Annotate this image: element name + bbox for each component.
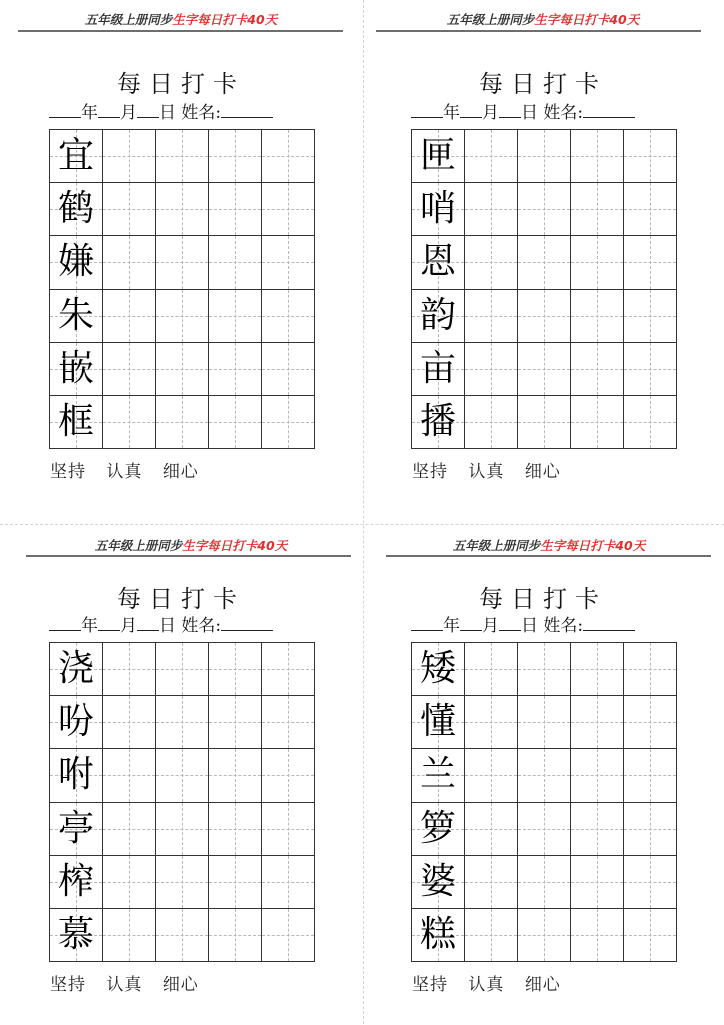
writing-grid bbox=[411, 642, 677, 962]
grid-cell[interactable] bbox=[518, 803, 571, 856]
name-label: 姓名: bbox=[181, 103, 222, 123]
grid-cell[interactable] bbox=[262, 856, 315, 909]
header-prefix: 五年级上册同步 bbox=[94, 538, 183, 553]
grid-cell[interactable] bbox=[262, 130, 315, 183]
grid-cell[interactable] bbox=[103, 183, 156, 236]
day-label: 日 bbox=[159, 103, 176, 123]
name-label: 姓名: bbox=[181, 616, 222, 636]
worksheet-panel-top-left bbox=[0, 0, 362, 512]
model-character: 亭 bbox=[57, 807, 94, 849]
grid-cell-char bbox=[412, 909, 465, 962]
footer-item-careful: 细心 bbox=[162, 462, 199, 482]
grid-cell[interactable] bbox=[209, 396, 262, 449]
grid-cell[interactable] bbox=[624, 183, 677, 236]
date-name-line bbox=[411, 611, 635, 636]
date-name-line bbox=[49, 611, 273, 636]
header-highlight: 生字每日打卡40天 bbox=[172, 12, 278, 27]
grid-cell[interactable] bbox=[465, 290, 518, 343]
footer-item-earnest: 认真 bbox=[106, 462, 143, 482]
year-label: 年 bbox=[443, 616, 460, 636]
grid-cell-char bbox=[50, 643, 103, 696]
grid-cell[interactable] bbox=[156, 696, 209, 749]
model-character: 韵 bbox=[419, 294, 456, 336]
footer-item-careful: 细心 bbox=[524, 975, 561, 995]
header-rule bbox=[26, 555, 351, 557]
grid-cell[interactable] bbox=[103, 909, 156, 962]
grid-cell[interactable] bbox=[624, 290, 677, 343]
grid-cell[interactable] bbox=[103, 290, 156, 343]
model-character: 亩 bbox=[419, 347, 456, 389]
worksheet-panel-bottom-right bbox=[362, 513, 724, 1025]
grid-cell[interactable] bbox=[103, 343, 156, 396]
grid-cell[interactable] bbox=[518, 396, 571, 449]
header-rule bbox=[376, 30, 701, 32]
panel-title: 每日打卡 bbox=[117, 585, 245, 613]
footer-item-careful: 细心 bbox=[162, 975, 199, 995]
header-highlight: 生字每日打卡40天 bbox=[182, 538, 288, 553]
grid-cell-char bbox=[412, 749, 465, 802]
panel-title: 每日打卡 bbox=[479, 70, 607, 98]
model-character: 吩 bbox=[57, 701, 94, 743]
footer-item-persist: 坚持 bbox=[50, 975, 86, 995]
footer-item-earnest: 认真 bbox=[106, 975, 143, 995]
panel-header bbox=[368, 536, 724, 554]
grid-cell-char bbox=[50, 696, 103, 749]
year-label: 年 bbox=[81, 103, 98, 123]
model-character: 榨 bbox=[57, 860, 94, 902]
grid-cell[interactable] bbox=[518, 183, 571, 236]
grid-cell[interactable] bbox=[209, 130, 262, 183]
panel-header bbox=[0, 10, 362, 28]
year-blank[interactable] bbox=[49, 101, 81, 118]
panel-title: 每日打卡 bbox=[117, 70, 245, 98]
panel-footer bbox=[412, 970, 561, 995]
grid-cell[interactable] bbox=[209, 643, 262, 696]
grid-cell-char bbox=[50, 236, 103, 289]
header-highlight: 生字每日打卡40天 bbox=[540, 538, 646, 553]
grid-cell[interactable] bbox=[465, 130, 518, 183]
grid-cell[interactable] bbox=[465, 396, 518, 449]
header-prefix: 五年级上册同步 bbox=[84, 12, 173, 27]
grid-cell[interactable] bbox=[518, 749, 571, 802]
grid-cell[interactable] bbox=[465, 856, 518, 909]
footer-item-careful: 细心 bbox=[524, 462, 561, 482]
grid-cell[interactable] bbox=[465, 749, 518, 802]
grid-cell[interactable] bbox=[571, 130, 624, 183]
grid-cell[interactable] bbox=[571, 396, 624, 449]
grid-cell[interactable] bbox=[156, 803, 209, 856]
panel-footer bbox=[412, 457, 561, 482]
model-character: 嵌 bbox=[57, 347, 94, 389]
grid-cell[interactable] bbox=[624, 236, 677, 289]
grid-cell[interactable] bbox=[156, 749, 209, 802]
day-blank[interactable] bbox=[137, 614, 159, 631]
grid-cell-char bbox=[50, 396, 103, 449]
header-rule bbox=[18, 30, 343, 32]
grid-cell[interactable] bbox=[518, 856, 571, 909]
grid-cell[interactable] bbox=[465, 803, 518, 856]
grid-cell-char bbox=[50, 803, 103, 856]
grid-cell[interactable] bbox=[465, 909, 518, 962]
day-label: 日 bbox=[521, 103, 538, 123]
grid-cell[interactable] bbox=[103, 236, 156, 289]
grid-cell[interactable] bbox=[465, 643, 518, 696]
grid-cell-char bbox=[412, 396, 465, 449]
name-blank[interactable] bbox=[221, 614, 273, 631]
name-blank[interactable] bbox=[583, 101, 635, 118]
model-character: 兰 bbox=[419, 754, 456, 796]
day-blank[interactable] bbox=[499, 101, 521, 118]
grid-cell[interactable] bbox=[156, 396, 209, 449]
name-blank[interactable] bbox=[221, 101, 273, 118]
grid-cell[interactable] bbox=[103, 749, 156, 802]
grid-cell[interactable] bbox=[262, 909, 315, 962]
grid-cell-char bbox=[50, 290, 103, 343]
model-character: 箩 bbox=[419, 807, 456, 849]
grid-cell[interactable] bbox=[209, 236, 262, 289]
grid-cell[interactable] bbox=[209, 803, 262, 856]
month-blank[interactable] bbox=[98, 614, 120, 631]
writing-grid bbox=[411, 129, 677, 449]
grid-cell-char bbox=[412, 130, 465, 183]
footer-item-earnest: 认真 bbox=[468, 462, 505, 482]
grid-cell-char bbox=[50, 130, 103, 183]
grid-cell[interactable] bbox=[624, 643, 677, 696]
model-character: 宜 bbox=[57, 135, 94, 177]
worksheet-panel-top-right bbox=[362, 0, 724, 512]
year-blank[interactable] bbox=[411, 614, 443, 631]
grid-cell[interactable] bbox=[571, 290, 624, 343]
panel-title: 每日打卡 bbox=[479, 585, 607, 613]
worksheet-panel-bottom-left bbox=[0, 513, 362, 1025]
grid-cell[interactable] bbox=[262, 803, 315, 856]
grid-cell-char bbox=[412, 803, 465, 856]
grid-cell[interactable] bbox=[518, 130, 571, 183]
grid-cell[interactable] bbox=[262, 290, 315, 343]
panel-header bbox=[10, 536, 372, 554]
model-character: 恩 bbox=[419, 241, 456, 283]
grid-cell-char bbox=[50, 749, 103, 802]
grid-cell[interactable] bbox=[156, 183, 209, 236]
model-character: 慕 bbox=[57, 913, 94, 955]
grid-cell[interactable] bbox=[465, 696, 518, 749]
footer-item-earnest: 认真 bbox=[468, 975, 505, 995]
date-name-line bbox=[411, 98, 635, 123]
header-highlight: 生字每日打卡40天 bbox=[534, 12, 640, 27]
grid-cell[interactable] bbox=[262, 396, 315, 449]
month-label: 月 bbox=[120, 103, 137, 123]
panel-footer bbox=[50, 457, 199, 482]
grid-cell[interactable] bbox=[156, 130, 209, 183]
grid-cell[interactable] bbox=[103, 803, 156, 856]
grid-cell-char bbox=[412, 343, 465, 396]
grid-cell[interactable] bbox=[156, 643, 209, 696]
day-blank[interactable] bbox=[499, 614, 521, 631]
grid-cell[interactable] bbox=[262, 749, 315, 802]
month-blank[interactable] bbox=[98, 101, 120, 118]
model-character: 匣 bbox=[419, 135, 456, 177]
panel-header bbox=[362, 10, 724, 28]
grid-cell[interactable] bbox=[624, 130, 677, 183]
grid-cell-char bbox=[412, 696, 465, 749]
grid-cell[interactable] bbox=[262, 643, 315, 696]
grid-cell[interactable] bbox=[624, 749, 677, 802]
date-name-line bbox=[49, 98, 273, 123]
year-label: 年 bbox=[443, 103, 460, 123]
grid-cell[interactable] bbox=[103, 856, 156, 909]
grid-cell-char bbox=[412, 856, 465, 909]
grid-cell[interactable] bbox=[262, 236, 315, 289]
grid-cell-char bbox=[50, 183, 103, 236]
grid-cell[interactable] bbox=[624, 396, 677, 449]
year-blank[interactable] bbox=[411, 101, 443, 118]
grid-cell[interactable] bbox=[518, 696, 571, 749]
year-label: 年 bbox=[81, 616, 98, 636]
grid-cell[interactable] bbox=[209, 343, 262, 396]
grid-cell[interactable] bbox=[209, 856, 262, 909]
grid-cell[interactable] bbox=[103, 696, 156, 749]
grid-cell[interactable] bbox=[571, 343, 624, 396]
model-character: 朱 bbox=[57, 294, 94, 336]
grid-cell[interactable] bbox=[571, 696, 624, 749]
model-character: 懂 bbox=[419, 701, 456, 743]
day-label: 日 bbox=[521, 616, 538, 636]
grid-cell[interactable] bbox=[624, 856, 677, 909]
grid-cell[interactable] bbox=[156, 909, 209, 962]
grid-cell-char bbox=[412, 183, 465, 236]
grid-cell-char bbox=[412, 643, 465, 696]
grid-cell[interactable] bbox=[624, 696, 677, 749]
grid-cell[interactable] bbox=[571, 909, 624, 962]
grid-cell-char bbox=[50, 909, 103, 962]
grid-cell[interactable] bbox=[571, 856, 624, 909]
grid-cell-char bbox=[50, 343, 103, 396]
model-character: 播 bbox=[419, 400, 456, 442]
model-character: 糕 bbox=[419, 913, 456, 955]
day-label: 日 bbox=[159, 616, 176, 636]
month-label: 月 bbox=[120, 616, 137, 636]
header-rule bbox=[386, 555, 711, 557]
name-blank[interactable] bbox=[583, 614, 635, 631]
grid-cell[interactable] bbox=[571, 183, 624, 236]
grid-cell[interactable] bbox=[465, 343, 518, 396]
month-label: 月 bbox=[482, 616, 499, 636]
grid-cell[interactable] bbox=[262, 696, 315, 749]
header-prefix: 五年级上册同步 bbox=[446, 12, 535, 27]
grid-cell[interactable] bbox=[103, 130, 156, 183]
name-label: 姓名: bbox=[543, 616, 584, 636]
model-character: 婆 bbox=[419, 860, 456, 902]
grid-cell-char bbox=[412, 236, 465, 289]
grid-cell[interactable] bbox=[571, 236, 624, 289]
grid-cell-char bbox=[50, 856, 103, 909]
header-prefix: 五年级上册同步 bbox=[452, 538, 541, 553]
month-blank[interactable] bbox=[460, 101, 482, 118]
grid-cell[interactable] bbox=[518, 343, 571, 396]
month-label: 月 bbox=[482, 103, 499, 123]
grid-cell[interactable] bbox=[103, 396, 156, 449]
grid-cell[interactable] bbox=[262, 183, 315, 236]
grid-cell-char bbox=[412, 290, 465, 343]
grid-cell[interactable] bbox=[103, 643, 156, 696]
grid-cell[interactable] bbox=[262, 343, 315, 396]
grid-cell[interactable] bbox=[209, 183, 262, 236]
grid-cell[interactable] bbox=[571, 643, 624, 696]
grid-cell[interactable] bbox=[156, 236, 209, 289]
grid-cell[interactable] bbox=[518, 643, 571, 696]
name-label: 姓名: bbox=[543, 103, 584, 123]
grid-cell[interactable] bbox=[518, 909, 571, 962]
footer-item-persist: 坚持 bbox=[412, 975, 448, 995]
grid-cell[interactable] bbox=[465, 183, 518, 236]
grid-cell[interactable] bbox=[518, 290, 571, 343]
model-character: 嫌 bbox=[57, 241, 94, 283]
month-blank[interactable] bbox=[460, 614, 482, 631]
model-character: 咐 bbox=[57, 754, 94, 796]
model-character: 浇 bbox=[57, 648, 94, 690]
grid-cell[interactable] bbox=[156, 856, 209, 909]
grid-cell[interactable] bbox=[209, 290, 262, 343]
model-character: 框 bbox=[57, 400, 94, 442]
grid-cell[interactable] bbox=[624, 909, 677, 962]
footer-item-persist: 坚持 bbox=[412, 462, 448, 482]
grid-cell[interactable] bbox=[571, 803, 624, 856]
model-character: 鹤 bbox=[57, 188, 94, 230]
model-character: 哨 bbox=[419, 188, 456, 230]
writing-grid bbox=[49, 129, 315, 449]
writing-grid bbox=[49, 642, 315, 962]
grid-cell[interactable] bbox=[209, 909, 262, 962]
grid-cell[interactable] bbox=[571, 749, 624, 802]
grid-cell[interactable] bbox=[518, 236, 571, 289]
grid-cell[interactable] bbox=[624, 803, 677, 856]
grid-cell[interactable] bbox=[465, 236, 518, 289]
day-blank[interactable] bbox=[137, 101, 159, 118]
grid-cell[interactable] bbox=[624, 343, 677, 396]
grid-cell[interactable] bbox=[156, 343, 209, 396]
year-blank[interactable] bbox=[49, 614, 81, 631]
model-character: 矮 bbox=[419, 648, 456, 690]
grid-cell[interactable] bbox=[209, 696, 262, 749]
grid-cell[interactable] bbox=[156, 290, 209, 343]
grid-cell[interactable] bbox=[209, 749, 262, 802]
panel-footer bbox=[50, 970, 199, 995]
footer-item-persist: 坚持 bbox=[50, 462, 86, 482]
